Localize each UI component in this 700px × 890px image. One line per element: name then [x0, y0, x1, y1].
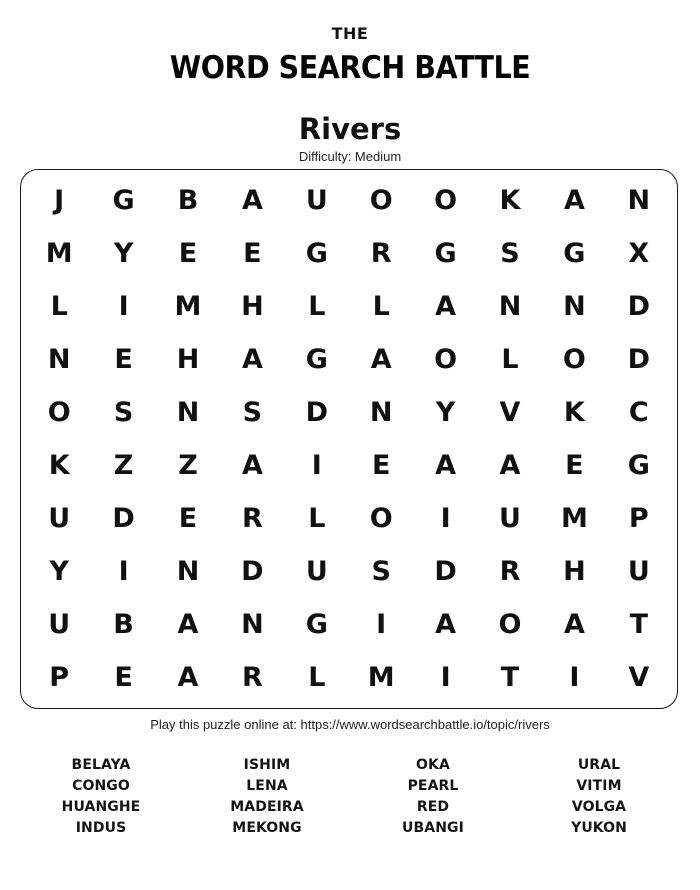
difficulty-label: Difficulty: Medium [298, 149, 402, 164]
grid-cell[interactable]: Z [178, 450, 198, 481]
grid-cell[interactable]: N [176, 556, 200, 587]
grid-cell[interactable]: U [305, 556, 328, 587]
grid-cell[interactable]: O [562, 344, 586, 375]
word-list-item: LENA [246, 778, 288, 794]
grid-cell[interactable]: I [569, 662, 580, 693]
grid-cell[interactable]: K [499, 185, 521, 216]
grid-cell[interactable]: E [114, 662, 133, 693]
grid-cell[interactable]: O [47, 397, 71, 428]
word-list-item: VITIM [576, 778, 622, 794]
grid-cell[interactable]: B [177, 185, 199, 216]
grid-cell[interactable]: E [243, 238, 262, 269]
grid-cell[interactable]: N [563, 291, 586, 322]
grid-cell[interactable]: I [440, 503, 451, 534]
grid-cell[interactable]: R [241, 503, 263, 534]
grid-cell[interactable]: X [628, 238, 650, 269]
online-link-text: Play this puzzle online at: https://www.wordsearchbattle.io/topic/rivers [150, 717, 550, 732]
grid-cell[interactable]: J [54, 185, 65, 216]
grid-cell[interactable]: T [500, 662, 520, 693]
grid-cell[interactable]: M [560, 503, 588, 534]
grid-cell[interactable]: Z [113, 450, 134, 481]
grid-cell[interactable]: A [241, 185, 263, 216]
grid-cell[interactable]: I [118, 556, 129, 587]
word-list-item: CONGO [72, 778, 130, 794]
grid-cell[interactable]: A [499, 450, 521, 481]
header [0, 24, 700, 86]
grid-cell[interactable]: E [565, 450, 584, 481]
grid-cell[interactable]: R [499, 556, 521, 587]
grid-cell[interactable]: A [563, 185, 585, 216]
word-list-item: MADEIRA [230, 799, 304, 815]
word-list-item: YUKON [571, 820, 627, 836]
grid-cell[interactable]: B [113, 609, 134, 640]
grid-cell[interactable]: G [112, 185, 135, 216]
grid-cell[interactable]: A [563, 609, 585, 640]
grid-cell[interactable]: E [178, 503, 198, 534]
grid-cell[interactable]: A [177, 662, 199, 693]
grid-cell[interactable]: I [118, 291, 129, 322]
brand-prefix: THE [331, 24, 369, 43]
grid-cell[interactable]: U [499, 503, 521, 534]
grid-cell[interactable]: E [114, 344, 133, 375]
word-list-item: HUANGHE [61, 799, 141, 815]
grid-cell[interactable]: H [241, 291, 264, 322]
word-list-item: OKA [416, 757, 450, 773]
grid-cell[interactable]: G [305, 344, 328, 375]
grid-cell[interactable]: A [241, 450, 263, 481]
grid-cell[interactable]: I [440, 662, 451, 693]
word-column [350, 755, 516, 839]
grid-cell[interactable]: C [628, 397, 649, 428]
grid-cell[interactable]: O [369, 503, 393, 534]
grid-cell[interactable]: L [372, 291, 390, 322]
grid-cell[interactable]: H [176, 344, 200, 375]
grid-cell[interactable]: D [627, 344, 650, 375]
word-list-item: RED [416, 799, 450, 815]
grid-cell[interactable]: M [367, 662, 395, 693]
grid-cell[interactable]: Y [113, 238, 134, 269]
grid-cell[interactable]: A [370, 344, 392, 375]
grid-cell[interactable]: M [174, 291, 202, 322]
word-column [184, 755, 350, 839]
brand-title: WORD SEARCH BATTLE [169, 50, 531, 86]
grid-cell[interactable]: Y [435, 397, 456, 428]
grid-cell[interactable]: N [627, 185, 651, 216]
grid-cell[interactable]: P [49, 662, 70, 693]
grid-cell[interactable]: U [305, 185, 328, 216]
grid-cell[interactable]: D [305, 397, 328, 428]
grid-cell[interactable]: V [628, 662, 650, 693]
grid-cell[interactable]: O [434, 185, 458, 216]
grid-cell[interactable]: S [242, 397, 263, 428]
grid-cell[interactable]: D [627, 291, 650, 322]
word-list-item: VOLGA [571, 799, 627, 815]
grid-cell[interactable]: V [499, 397, 521, 428]
grid-cell[interactable]: G [305, 609, 328, 640]
grid-cell[interactable]: E [178, 238, 198, 269]
grid-cell[interactable]: N [498, 291, 522, 322]
grid-cell[interactable]: T [629, 609, 648, 640]
grid-cell[interactable]: S [113, 397, 134, 428]
word-list-item: MEKONG [232, 820, 302, 836]
grid-cell[interactable]: I [376, 609, 387, 640]
word-list-item: ISHIM [243, 757, 291, 773]
grid-cell[interactable]: D [434, 556, 457, 587]
grid-cell[interactable]: A [435, 609, 457, 640]
grid-cell[interactable]: L [308, 291, 326, 322]
grid-cell[interactable]: R [241, 662, 263, 693]
grid-cell[interactable]: N [47, 344, 71, 375]
grid-cell[interactable]: K [563, 397, 585, 428]
grid-cell[interactable]: D [241, 556, 264, 587]
grid-cell[interactable]: L [308, 503, 326, 534]
grid-cell[interactable]: L [501, 344, 519, 375]
grid-cell[interactable]: A [435, 450, 457, 481]
word-list-item: UBANGI [402, 820, 464, 836]
grid-cell[interactable]: G [305, 238, 328, 269]
grid-cell[interactable]: U [48, 503, 71, 534]
word-list [18, 755, 682, 839]
grid-cell[interactable]: E [371, 450, 391, 481]
grid-cell[interactable]: O [434, 344, 458, 375]
grid-cell[interactable]: M [45, 238, 73, 269]
grid-cell[interactable]: O [498, 609, 522, 640]
grid-cell[interactable]: G [627, 450, 650, 481]
grid-cell[interactable]: G [434, 238, 457, 269]
word-list-item: BELAYA [71, 757, 131, 773]
grid-cell[interactable]: A [241, 344, 263, 375]
grid-cell[interactable]: G [563, 238, 586, 269]
grid-cell[interactable]: N [241, 609, 264, 640]
grid-cell[interactable]: R [370, 238, 392, 269]
word-list-item: INDUS [75, 820, 127, 836]
grid-cell[interactable]: L [308, 662, 326, 693]
grid-cell[interactable]: U [627, 556, 650, 587]
grid-cell[interactable]: S [371, 556, 391, 587]
grid-cell[interactable]: P [628, 503, 649, 534]
grid-cell[interactable]: A [177, 609, 199, 640]
grid-cell[interactable]: H [563, 556, 586, 587]
grid-cell[interactable]: N [369, 397, 393, 428]
puzzle-title: Rivers [298, 112, 402, 146]
grid-cell[interactable]: L [50, 291, 68, 322]
word-list-item: PEARL [407, 778, 459, 794]
letter-grid[interactable] [20, 169, 678, 709]
grid-cell[interactable]: D [112, 503, 135, 534]
word-column [18, 755, 184, 839]
grid-cell[interactable]: S [500, 238, 520, 269]
word-list-item: URAL [577, 757, 621, 773]
grid-cell[interactable]: I [311, 450, 322, 481]
grid-cell[interactable]: A [435, 291, 457, 322]
grid-cell[interactable]: O [369, 185, 393, 216]
grid-cell[interactable]: Y [49, 556, 69, 587]
grid-cell[interactable]: N [176, 397, 200, 428]
grid-cell[interactable]: K [48, 450, 70, 481]
grid-cell[interactable]: U [48, 609, 71, 640]
word-column [516, 755, 682, 839]
